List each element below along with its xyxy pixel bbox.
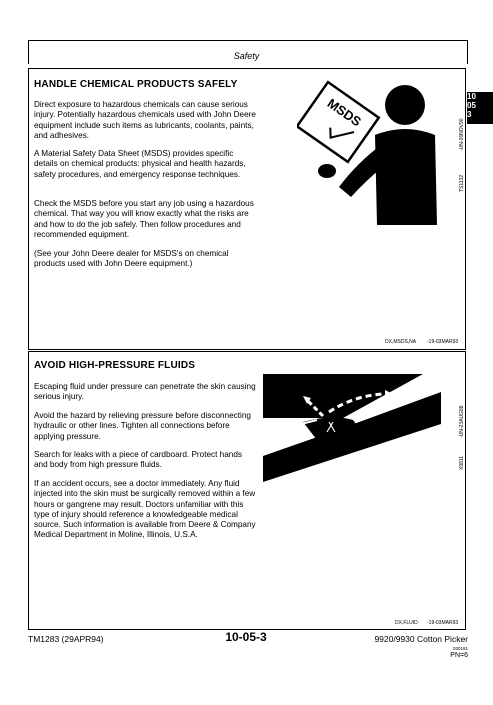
header-rule [28,40,468,41]
footer-manual-id: TM1283 (29APR94) [28,634,104,644]
section-footer-code: DX,FLUID [395,620,418,626]
section-high-pressure-fluids [28,351,466,630]
paragraph: If an accident occurs, see a doctor immediately. Any fluid injected into the skin must be surgically removed within a few hours or gangrene may result. Doctors unfamiliar with this type of injury should reference a knowledgeable medical source. Such information is available from Deere & Company Medical Department in Moline, Illinois, U.S.A. [34,479,256,540]
footer-pn: PN=6 [450,652,468,659]
footer-small-code: 030181 [452,646,468,651]
paragraph: A Material Safety Data Sheet (MSDS) provides specific details on chemical products: physical and health hazards, safety procedures, and emergency response techniques. [34,149,246,179]
section-footer-code: DX,MSDS,NA [385,339,417,345]
footer-product-name: 9920/9930 Cotton Picker [374,634,468,644]
paragraph: Check the MSDS before you start any job using a hazardous chemical. That way you will know exactly what the risks are and how to do the job safely. Then follow procedures and recommended equipment. [34,199,254,239]
section-footer-date: -19-03MAR93 [427,339,459,345]
paragraph: (See your John Deere dealer for MSDS's on chemical products used with John Deere equipment.) [34,249,229,269]
section-tab-line2: 05 [467,101,476,110]
section-tab-line3: 3 [467,110,472,119]
person-reading-msds-illustration [297,75,447,225]
image-id: TS1132 [459,174,465,192]
section-footer-date: -19-03MAR93 [427,620,459,626]
image-id: X9811 [459,455,465,470]
image-id-suffix: -UN-23AUG88 [459,405,465,438]
page-header-title: Safety [233,51,260,61]
image-id-suffix: -UN-26NOV90 [459,118,465,151]
section-chemical-products [28,68,466,350]
paragraph: Escaping fluid under pressure can penetrate the skin causing serious injury. [34,382,256,402]
paragraph: Avoid the hazard by relieving pressure before disconnecting hydraulic or other lines. Tighten all connections before applying pressure. [34,411,251,441]
section-title: HANDLE CHEMICAL PRODUCTS SAFELY [34,79,238,90]
high-pressure-leak-illustration [263,366,441,484]
section-title: AVOID HIGH-PRESSURE FLUIDS [34,360,196,371]
paragraph: Direct exposure to hazardous chemicals can cause serious injury. Potentially hazardous chemicals used with John Deere equipment include such items as lubricants, coolants, paints, and adhesives. [34,100,256,140]
section-tab [467,92,493,124]
section-tab-line1: 10 [467,92,476,101]
paragraph: Search for leaks with a piece of cardboard. Protect hands and body from high pressure fluids. [34,450,242,470]
footer-page-number: 10-05-3 [225,630,267,644]
msds-sheet-label: MSDS [324,95,365,130]
